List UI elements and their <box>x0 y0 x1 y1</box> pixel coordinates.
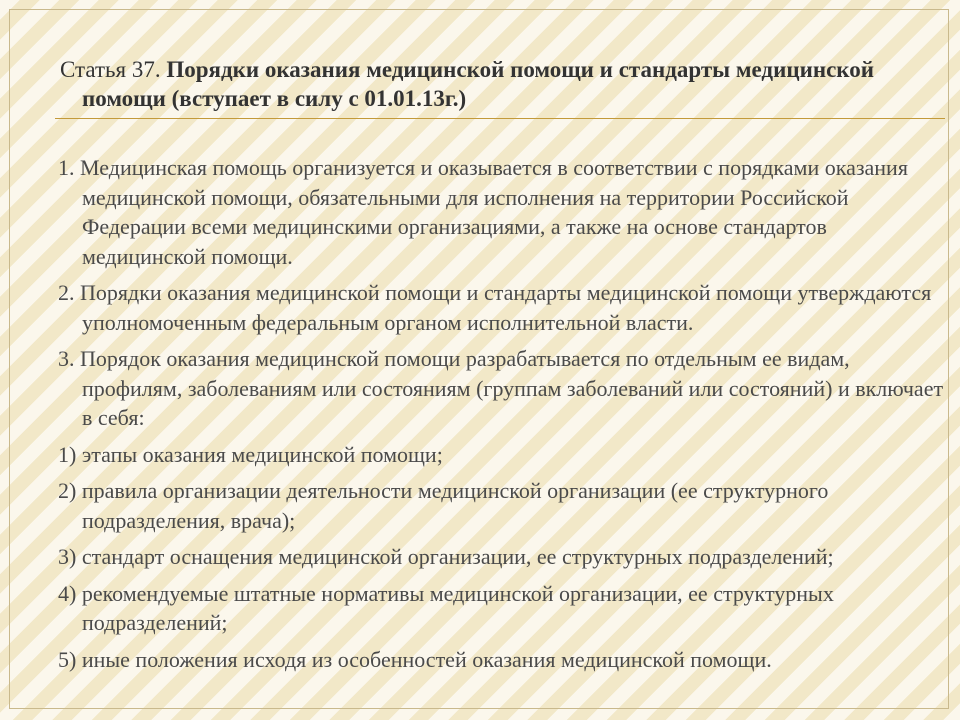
article-title: Порядки оказания медицинской помощи и стандарты медицинской помощи (вступает в силу с 01.01.13г.) <box>82 57 874 111</box>
list-item-1: 1) этапы оказания медицинской помощи; <box>58 441 443 467</box>
article-body <box>58 153 948 681</box>
slide-title <box>60 55 960 113</box>
list-item-2: 2) правила организации деятельности медицинской организации (ее структурного подразделения, врача); <box>58 478 829 533</box>
list-item-5: 5) иные положения исходя из особенностей оказания медицинской помощи. <box>58 646 772 672</box>
list-item-4: 4) рекомендуемые штатные нормативы медицинской организации, ее структурных подразделений; <box>58 580 834 635</box>
paragraph-3: 3. Порядок оказания медицинской помощи разрабатывается по отдельным ее видам, профилям, заболеваниям или состояниям (группам заболеваний или состояний) и включает в себя: <box>58 346 944 430</box>
paragraph-2: 2. Порядки оказания медицинской помощи и стандарты медицинской помощи утверждаются уполномоченным федеральным органом исполнительной власти. <box>58 280 932 335</box>
article-number: Статья 37. <box>60 57 167 82</box>
list-item-3: 3) стандарт оснащения медицинской организации, ее структурных подразделений; <box>58 544 834 569</box>
paragraph-1: 1. Медицинская помощь организуется и оказывается в соответствии с порядками оказания медицинской помощи, обязательными для исполнения на территории Российской Федерации всеми медицинскими организациями, а также на основе стандартов медицинской помощи. <box>58 155 908 269</box>
title-divider <box>55 118 945 119</box>
